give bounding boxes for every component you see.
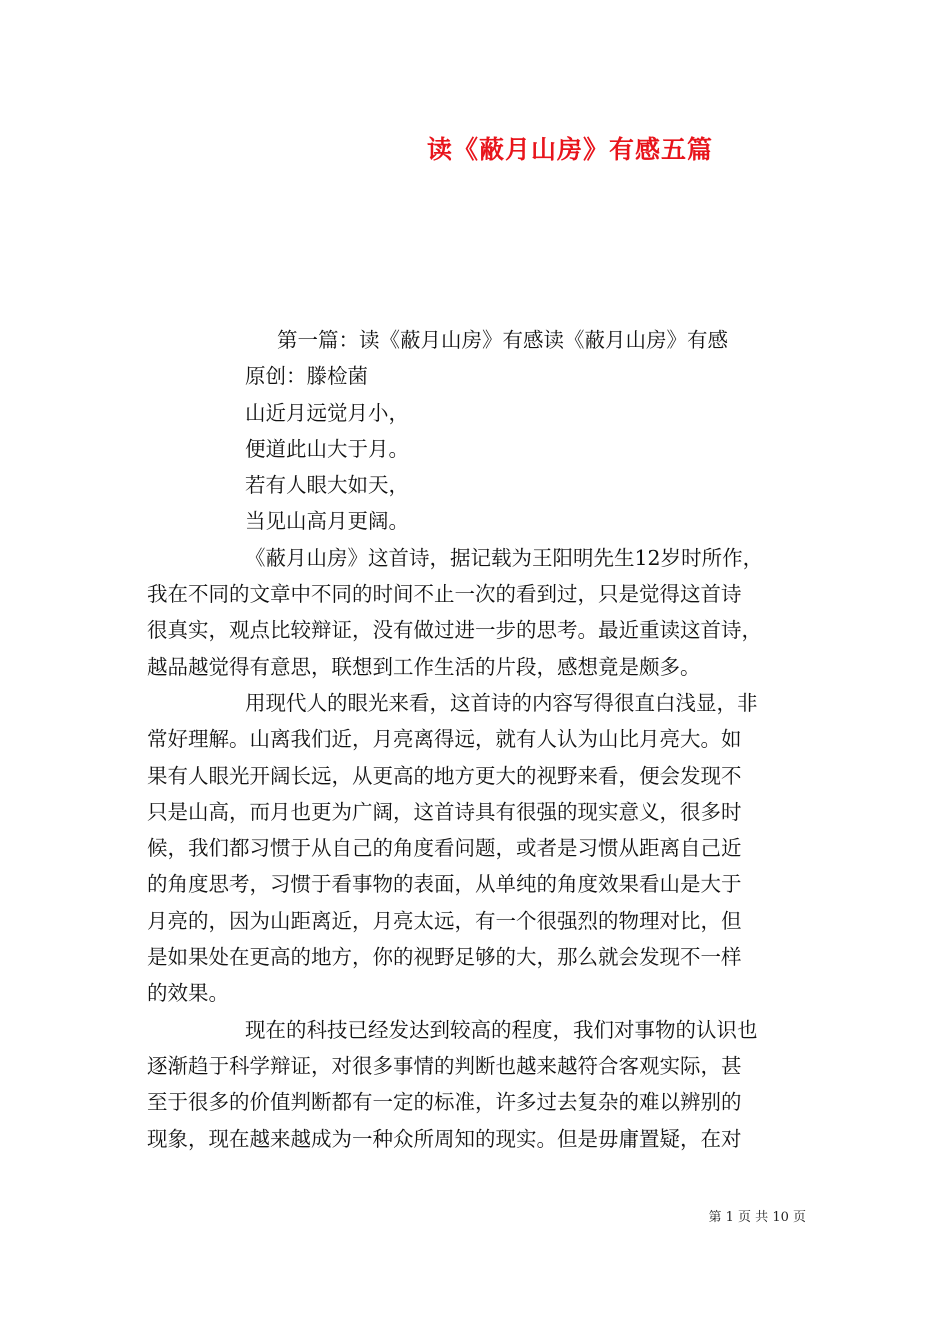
page-indicator: 第 1 页 共 10 页 bbox=[708, 1210, 806, 1225]
poem-line: 当见山高月更阔。 bbox=[245, 509, 409, 534]
paragraph-line: 现象，现在越来越成为一种众所周知的现实。但是毋庸置疑，在对 bbox=[147, 1126, 742, 1151]
paragraph-2 bbox=[147, 685, 807, 1012]
paragraph-line: 是如果处在更高的地方，你的视野足够的大，那么就会发现不一样 bbox=[147, 945, 742, 970]
author-line: 原创：滕检菌 bbox=[245, 364, 368, 389]
paragraph-line: 我在不同的文章中不同的时间不止一次的看到过，只是觉得这首诗 bbox=[147, 582, 742, 607]
paragraph-line: 常好理解。山离我们近，月亮离得远，就有人认为山比月亮大。如 bbox=[147, 727, 742, 752]
paragraph-line: 很真实，观点比较辩证，没有做过进一步的思考。最近重读这首诗， bbox=[147, 618, 762, 643]
paragraph-line: 月亮的，因为山距离近，月亮太远，有一个很强烈的物理对比，但 bbox=[147, 908, 742, 933]
poem-line: 便道此山大于月。 bbox=[245, 436, 409, 461]
article-heading: 第一篇：读《蔽月山房》有感读《蔽月山房》有感 bbox=[277, 328, 728, 352]
document-body bbox=[147, 322, 807, 1157]
poem-line: 若有人眼大如天， bbox=[245, 473, 409, 498]
paragraph-line: 只是山高，而月也更为广阔，这首诗具有很强的现实意义，很多时 bbox=[147, 799, 742, 824]
poem bbox=[147, 395, 807, 540]
paragraph-line: 《蔽月山房》这首诗，据记载为王阳明先生12岁时所作， bbox=[245, 545, 764, 570]
paragraph-line: 候，我们都习惯于从自己的角度看问题，或者是习惯从距离自己近 bbox=[147, 836, 742, 861]
poem-line: 山近月远觉月小， bbox=[245, 400, 409, 425]
document-title: 读《蔽月山房》有感五篇 bbox=[426, 135, 713, 164]
paragraph-line: 现在的科技已经发达到较高的程度，我们对事物的认识也 bbox=[245, 1017, 758, 1042]
paragraph-line: 逐渐趋于科学辩证，对很多事情的判断也越来越符合客观实际，甚 bbox=[147, 1053, 742, 1078]
paragraph-1 bbox=[147, 540, 807, 685]
paragraph-line: 的效果。 bbox=[147, 981, 229, 1006]
paragraph-line: 用现代人的眼光来看，这首诗的内容写得很直白浅显，非 bbox=[245, 690, 758, 715]
paragraph-line: 越品越觉得有意思，联想到工作生活的片段，感想竟是颇多。 bbox=[147, 654, 701, 679]
paragraph-3 bbox=[147, 1012, 807, 1157]
paragraph-line: 果有人眼光开阔长远，从更高的地方更大的视野来看，便会发现不 bbox=[147, 763, 742, 788]
paragraph-line: 的角度思考，习惯于看事物的表面，从单纯的角度效果看山是大于 bbox=[147, 872, 742, 897]
paragraph-line: 至于很多的价值判断都有一定的标准，许多过去复杂的难以辨别的 bbox=[147, 1090, 742, 1115]
